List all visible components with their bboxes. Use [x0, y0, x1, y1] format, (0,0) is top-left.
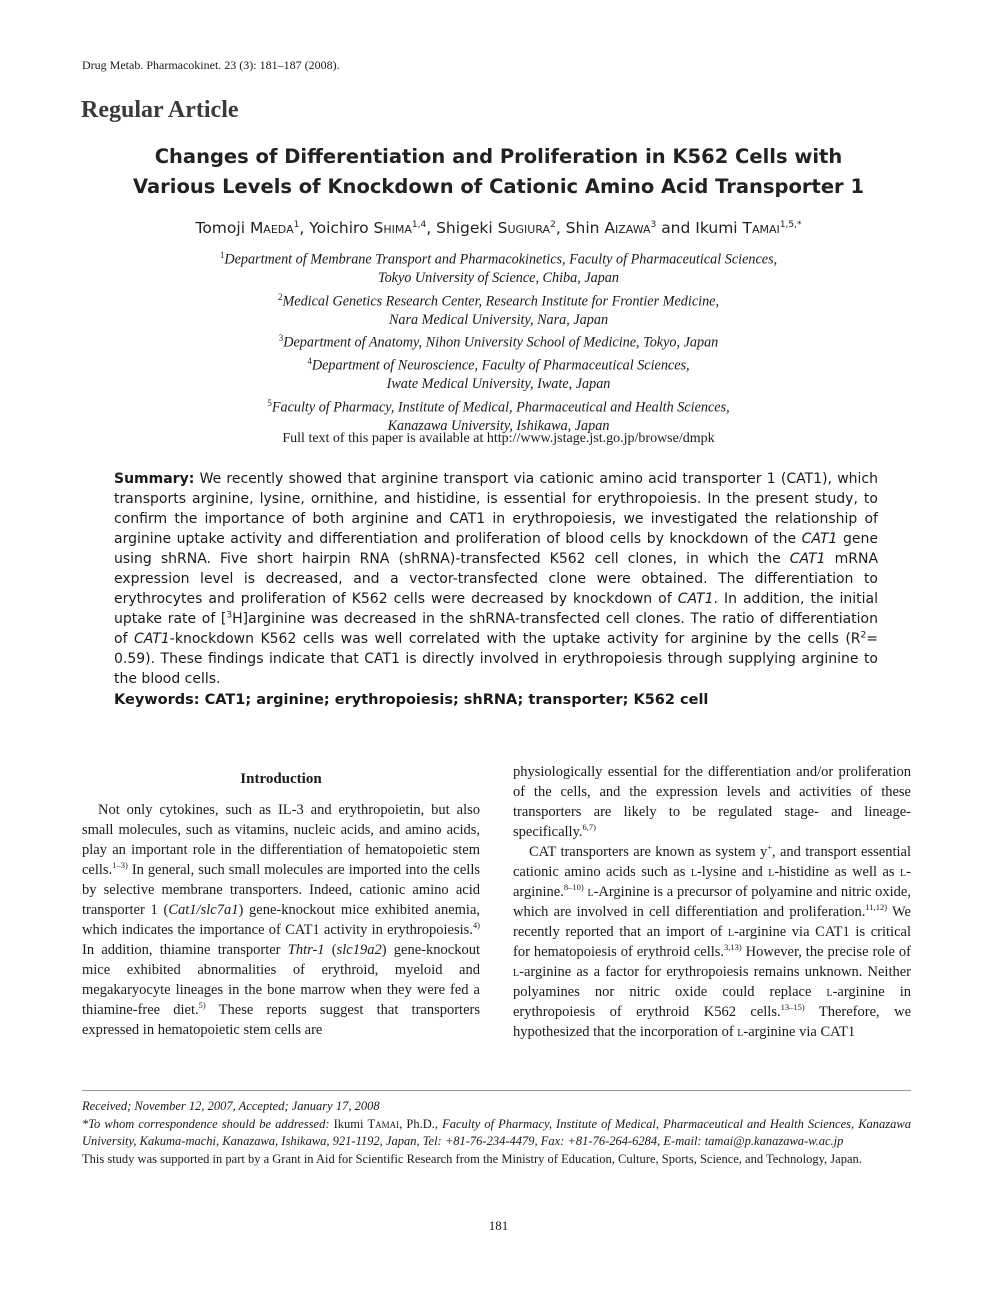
journal-reference: Drug Metab. Pharmacokinet. 23 (3): 181–187 (2008). [82, 58, 340, 72]
keywords: Keywords: CAT1; arginine; erythropoiesis; shRNA; transporter; K562 cell [114, 692, 709, 708]
affiliations [0, 246, 997, 435]
received-dates: Received; November 12, 2007, Accepted; January 17, 2008 [82, 1099, 380, 1113]
intro-paragraph-1-cont: physiologically essential for the differentiation and/or proliferation of the cells, and the expression levels and activities of these transporters are likely to be regulated stage- and lineage-specifically.$^{6,7)}$ [513, 764, 911, 840]
title-line-1: Changes of Differentiation and Proliferation in K562 Cells with [154, 145, 843, 168]
affiliation-1-line2: Tokyo University of Science, Chiba, Japan [377, 270, 619, 287]
intro-paragraph-1: Not only cytokines, such as IL-3 and erythropoietin, but also small molecules, such as vitamins, nucleic acids, and amino acids, play an important role in the differentiation of hematopoietic stem cells.$^{1-3)}$ In general, such small molecules are imported into the cells by selective membrane transporters. Indeed, cationic amino acid transporter 1 (Cat1/slc7a1) gene-knockout mice exhibited anemia, which indicates the importance of CAT1 activity in erythropoiesis.$^{4)}$ In addition, thiamine transporter Thtr-1 (slc19a2) gene-knockout mice exhibited abnormalities of erythroid, myeloid and megakaryocyte lineages in the bone marrow when they were fed a thiamine-free diet.$^{5)}$ These reports suggest that transporters expressed in hematopoietic stem cells are [82, 802, 480, 1038]
article-title [0, 142, 997, 202]
affiliation-4-line2: Iwate Medical University, Iwate, Japan [386, 376, 611, 393]
author-5: Ikumi Tamai$^{1,5,*}$ [695, 219, 802, 237]
footnotes [82, 1098, 911, 1168]
affiliation-1: $^1$Department of Membrane Transport and Pharmacokinetics, Faculty of Pharmaceutical Sciences, [219, 250, 778, 268]
title-line-2: Various Levels of Knockdown of Cationic Amino Acid Transporter 1 [132, 175, 865, 198]
affiliation-3: $^3$Department of Anatomy, Nihon University School of Medicine, Tokyo, Japan [278, 333, 719, 351]
affiliation-5-line2: Kanazawa University, Ishikawa, Japan [387, 417, 610, 434]
fulltext-availability-note: Full text of this paper is available at http://www.jstage.jst.go.jp/browse/dmpk [282, 431, 715, 446]
author-4: Shin Aizawa$^3$ [565, 219, 657, 237]
affiliation-2: $^2$Medical Genetics Research Center, Research Institute for Frontier Medicine, [277, 291, 720, 310]
author-list: Tomoji Maeda$^1$, Yoichiro Shima$^{1,4}$, Shigeki Sugiura$^2$, Shin Aizawa$^3$ and Ikumi Tamai$^{1,5,*}$ [195, 219, 802, 237]
author-3: Shigeki Sugiura$^2$ [436, 219, 556, 237]
funding-note: This study was supported in part by a Grant in Aid for Scientific Research from the Ministry of Education, Culture, Sports, Science, and Technology, Japan. [82, 1151, 862, 1166]
introduction-heading: Introduction [240, 771, 322, 787]
authors-and: and [661, 219, 691, 237]
page-number: 181 [488, 1218, 509, 1233]
body-column-left [82, 800, 480, 1040]
intro-paragraph-2: CAT transporters are known as system y+, and transport essential cationic amino acids such as l-lysine and l-histidine as well as l-arginine.$^{8-10)}$ l-Arginine is a precursor of polyamine and nitric oxide, which are involved in cell differentiation and proliferation.$^{11,12)}$ We recently reported that an import of l-arginine via CAT1 is critical for hematopoiesis of erythroid cells.$^{3,13)}$ However, the precise role of l-arginine as a factor for erythropoiesis remains unknown. Neither polyamines nor nitric oxide could replace l-arginine in erythropoiesis of erythroid K562 cells.$^{13-15)}$ Therefore, we hypothesized that the incorporation of l-arginine via CAT1 [513, 842, 912, 1040]
affiliation-2-line2: Nara Medical University, Nara, Japan [388, 311, 609, 328]
author-1: Tomoji Maeda$^1$ [195, 219, 300, 237]
summary-label: Summary: [114, 471, 195, 487]
body-column-right [513, 762, 911, 1042]
summary-abstract: Summary: We recently showed that arginine transport via cationic amino acid transporter 1 (CAT1), which transports arginine, lysine, ornithine, and histidine, is essential for erythropoiesis. In the present study, to confirm the importance of both arginine and CAT1 in erythropoiesis, we investigated the relationship of arginine uptake activity and differentiation and proliferation of blood cells by knockdown of the CAT1 gene using shRNA. Five short hairpin RNA (shRNA)-transfected K562 cell clones, in which the CAT1 mRNA expression level is decreased, and a vector-transfected clone were obtained. The differentiation to erythrocytes and proliferation of K562 cells were decreased by knockdown of CAT1. In addition, the initial uptake rate of [$^3$H]arginine was decreased in the shRNA-transfected cell clones. The ratio of differentiation of CAT1-knockdown K562 cells was well correlated with the uptake activity for arginine by the cells $(R^2= 0.59)$. These findings indicate that CAT1 is directly involved in erythropoiesis through supplying arginine to the blood cells. [114, 471, 879, 687]
correspondence-note: *To whom correspondence should be addressed: Ikumi Tamai, Ph.D., Faculty of Pharmacy, Institute of Medical, Pharmaceutical and Health Sciences, Kanazawa University, Kakuma-machi, Kanazawa, Ishikawa, 921-1192, Japan, Tel: +81-76-234-4479, Fax: +81-76-264-6284, E-mail: tamai@p.kanazawa-w.ac.jp [82, 1116, 911, 1148]
author-2: Yoichiro Shima$^{1,4}$ [309, 219, 427, 237]
footnote-divider [82, 1090, 911, 1091]
affiliation-5: $^5$Faculty of Pharmacy, Institute of Medical, Pharmaceutical and Health Sciences, [267, 397, 730, 416]
section-type-heading: Regular Article [81, 97, 239, 123]
affiliation-4: $^4$Department of Neuroscience, Faculty of Pharmaceutical Sciences, [307, 356, 690, 374]
